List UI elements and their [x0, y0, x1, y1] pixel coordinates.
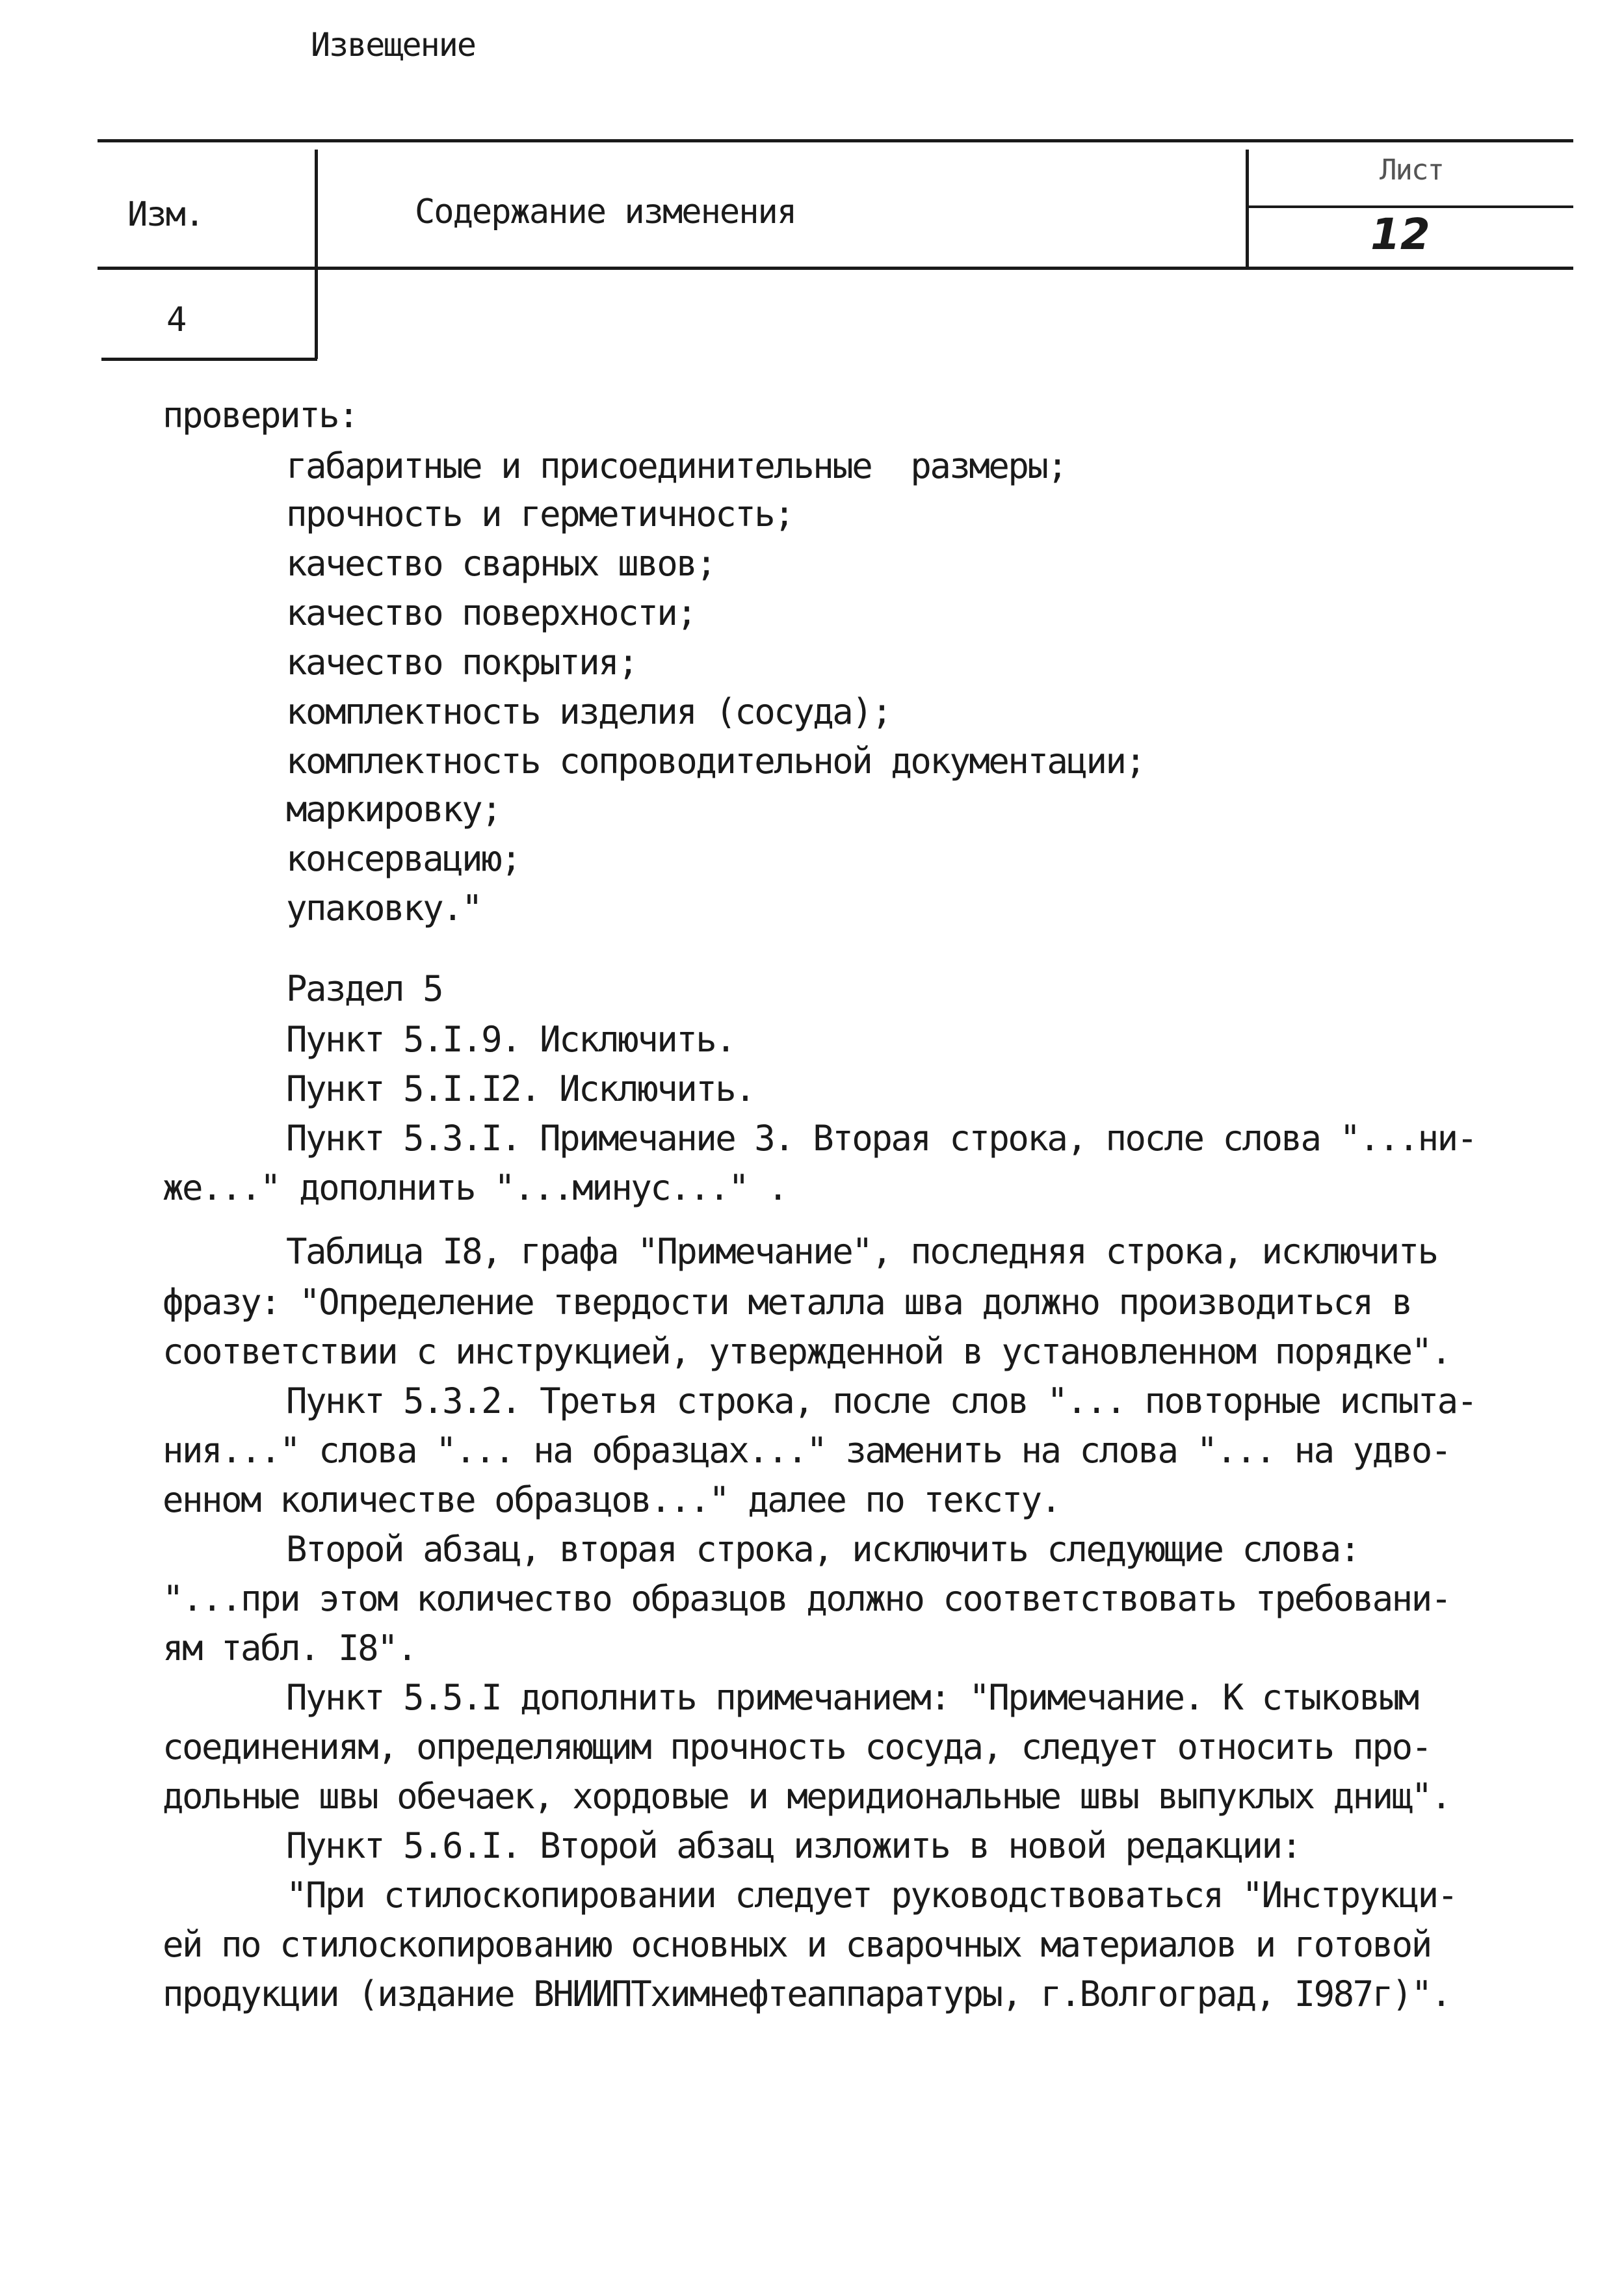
text-line: Пункт 5.3.2. Третья строка, после слов "... повторные испыта-: [286, 1380, 1476, 1421]
text-line: Второй абзац, вторая строка, исключить следующие слова:: [286, 1529, 1359, 1570]
check-item: качество поверхности;: [286, 592, 696, 633]
text-line: Пункт 5.3.I. Примечание 3. Вторая строка, после слова "...ни-: [286, 1118, 1476, 1159]
text-line: енном количестве образцов..." далее по тексту.: [163, 1479, 1060, 1520]
text-line: ям табл. I8".: [163, 1628, 417, 1669]
text-line: соответствии с инструкцией, утвержденной в установленном порядке".: [163, 1331, 1450, 1372]
text-line: Пункт 5.I.9. Исключить.: [286, 1019, 735, 1060]
text-line: фразу: "Определение твердости металла шва должно производиться в: [163, 1282, 1411, 1323]
sheet-number: 12: [1370, 209, 1430, 259]
check-item: качество покрытия;: [286, 642, 638, 683]
text-line: "При стилоскопировании следует руководствоваться "Инструкци-: [286, 1875, 1457, 1916]
section-heading: Раздел 5: [286, 968, 443, 1009]
check-item: комплектность сопроводительной документации;: [286, 741, 1145, 782]
text-line: же..." дополнить "...минус..." .: [163, 1167, 787, 1208]
check-item: комплектность изделия (сосуда);: [286, 691, 891, 732]
header-bottom-rule: [98, 267, 1573, 270]
header-sheet-rule: [1246, 205, 1573, 208]
check-item: качество сварных швов;: [286, 543, 716, 584]
header-change-label: Изм.: [127, 195, 204, 234]
header-vertical-divider-2: [1246, 150, 1249, 268]
header-sheet-label: Лист: [1380, 153, 1443, 187]
header-vertical-divider-1: [315, 150, 318, 359]
text-line: Пункт 5.6.I. Второй абзац изложить в новой редакции:: [286, 1825, 1301, 1866]
text-line: продукции (издание ВНИИПТхимнефтеаппаратуры, г.Волгоград, I987г)".: [163, 1973, 1450, 2014]
intro-line: проверить:: [163, 395, 358, 436]
check-item: прочность и герметичность;: [286, 494, 794, 534]
text-line: ей по стилоскопированию основных и сварочных материалов и готовой: [163, 1924, 1431, 1965]
text-line: дольные швы обечаек, хордовые и меридиональные швы выпуклых днищ".: [163, 1776, 1450, 1817]
header-content-label: Содержание изменения: [415, 192, 796, 231]
text-line: Пункт 5.I.I2. Исключить.: [286, 1068, 755, 1109]
check-item: консервацию;: [286, 838, 521, 879]
header-change-row-rule: [101, 358, 317, 361]
text-line: Таблица I8, графа "Примечание", последняя строка, исключить: [286, 1231, 1437, 1272]
text-line: "...при этом количество образцов должно соответствовать требовани-: [163, 1578, 1450, 1619]
check-item: габаритные и присоединительные размеры;: [286, 445, 1067, 486]
check-item: упаковку.": [286, 888, 482, 929]
header-top-rule: [98, 139, 1573, 142]
check-item: маркировку;: [286, 789, 501, 830]
change-number: 4: [166, 300, 186, 339]
text-line: соединениям, определяющим прочность сосуда, следует относить про-: [163, 1726, 1431, 1767]
text-line: Пункт 5.5.I дополнить примечанием: "Примечание. К стыковым: [286, 1677, 1418, 1718]
document-type-label: Извещение: [311, 26, 475, 64]
text-line: ния..." слова "... на образцах..." заменить на слова "... на удво-: [163, 1430, 1450, 1471]
